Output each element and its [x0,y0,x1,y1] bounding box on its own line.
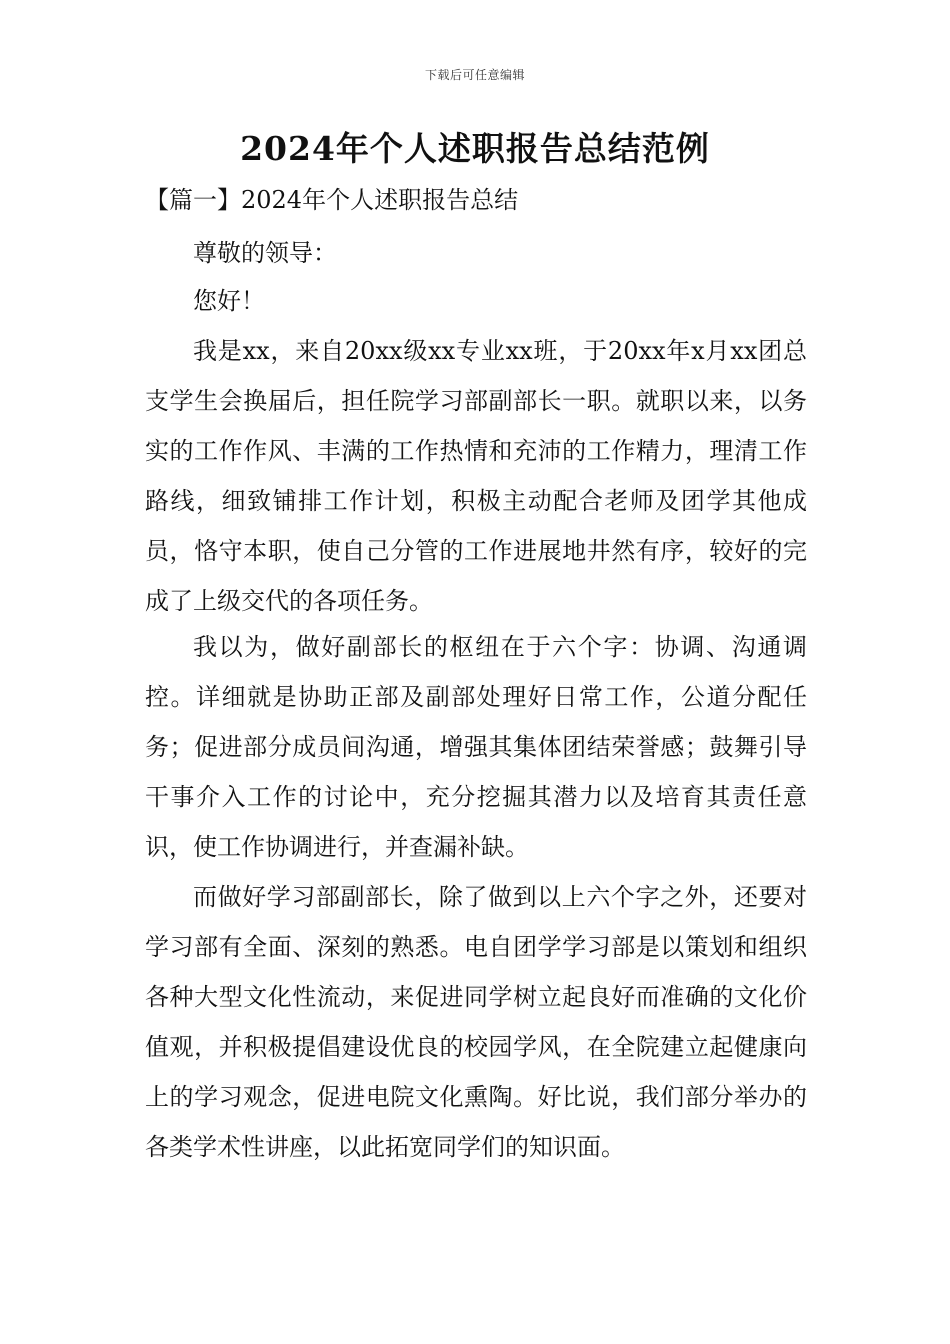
salutation: 尊敬的领导： [193,239,337,267]
section-heading: 【篇一】2024年个人述职报告总结 [145,186,519,214]
body-paragraph: 而做好学习部副部长，除了做到以上六个字之外，还要对学习部有全面、深刻的熟悉。电自团学学习部是以策划和组织各种大型文化性流动，来促进同学树立起良好而准确的文化价值观，并积极提倡建设优良的校园学风，在全院建立起健康向上的学习观念，促进电院文化熏陶。好比说，我们部分举办的各类学术性讲座，以此拓宽同学们的知识面。 [145,883,807,1161]
header-note: 下载后可任意编辑 [424,68,525,82]
greeting: 您好！ [193,287,265,315]
document-title: 2024年个人述职报告总结范例 [240,129,710,168]
body-paragraph: 我以为，做好副部长的枢纽在于六个字：协调、沟通调控。详细就是协助正部及副部处理好日常工作，公道分配任务；促进部分成员间沟通，增强其集体团结荣誉感；鼓舞引导干事介入工作的讨论中，充分挖掘其潜力以及培育其责任意识，使工作协调进行，并查漏补缺。 [145,633,807,861]
body-paragraph: 我是xx，来自20xx级xx专业xx班，于20xx年x月xx团总支学生会换届后，担任院学习部副部长一职。就职以来，以务实的工作作风、丰满的工作热情和充沛的工作精力，理清工作路线，细致铺排工作计划，积极主动配合老师及团学其他成员，恪守本职，使自己分管的工作进展地井然有序，较好的完成了上级交代的各项任务。 [145,337,807,615]
